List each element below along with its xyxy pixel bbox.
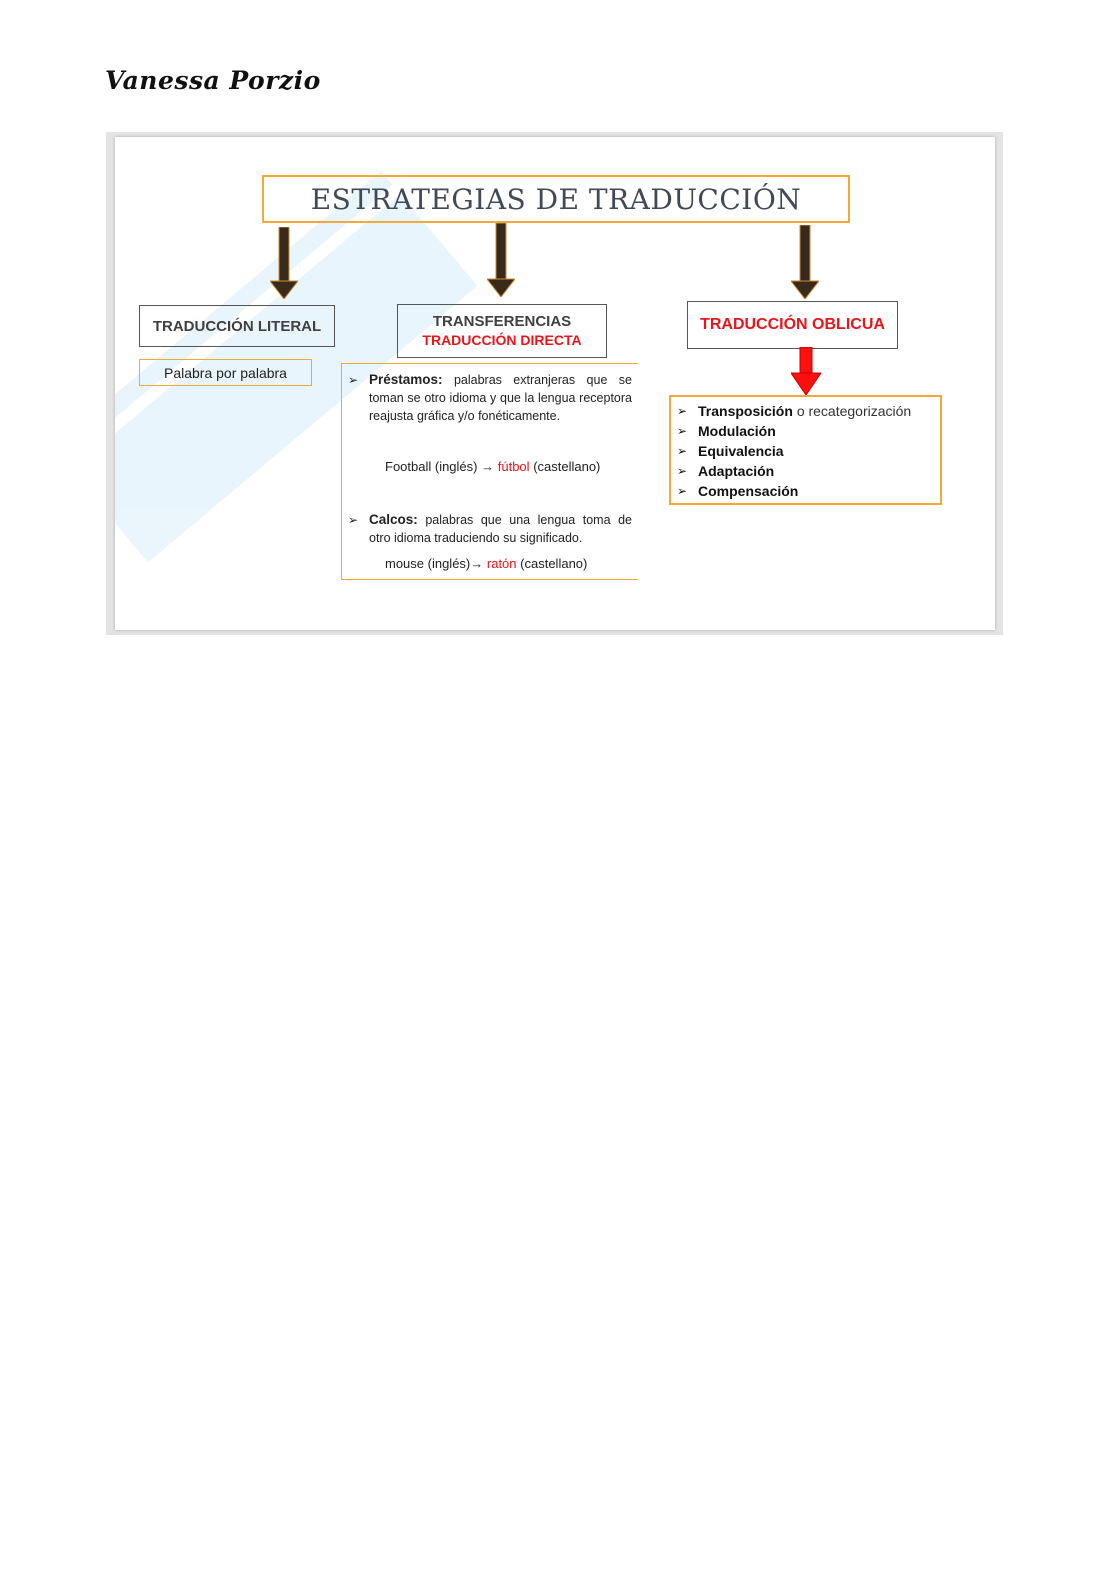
transferencias-panel [341, 363, 638, 580]
transferencias-heading: TRANSFERENCIAS [432, 313, 572, 330]
prestamos-example-lang: (castellano) [533, 459, 601, 474]
bullet-arrow-icon: ➢ [677, 464, 688, 478]
red-arrow-down-icon [791, 347, 821, 395]
calcos-example-source: mouse (inglés) [385, 556, 471, 571]
prestamos-example-target: fútbol [497, 459, 530, 474]
author-name: Vanessa Porzio [105, 66, 321, 95]
oblicua-item-name: Compensación [698, 483, 799, 499]
oblicua-item [677, 481, 940, 501]
right-arrow-icon: → [481, 459, 495, 474]
prestamos-term: Préstamos: [369, 372, 443, 387]
prestamos-example-source: Football (inglés) [385, 459, 478, 474]
calcos-example-target: ratón [486, 556, 517, 571]
arrow-down-icon [487, 223, 515, 297]
oblicua-item [677, 441, 940, 461]
transferencias-subheading: TRADUCCIÓN DIRECTA [422, 332, 582, 348]
calcos-example [385, 556, 587, 571]
literal-heading: TRADUCCIÓN LITERAL [139, 305, 335, 347]
bullet-arrow-icon: ➢ [348, 373, 359, 387]
oblicua-item-name: Modulación [698, 423, 776, 439]
prestamos-example [385, 459, 600, 474]
calcos-example-lang: (castellano) [520, 556, 588, 571]
oblicua-list [671, 397, 940, 501]
right-arrow-icon: → [470, 556, 484, 571]
calcos-definition: palabras que una lengua toma de otro idioma traduciendo su significado. [369, 513, 632, 545]
diagram-title: ESTRATEGIAS DE TRADUCCIÓN [262, 175, 850, 223]
literal-sub: Palabra por palabra [139, 359, 312, 386]
bullet-arrow-icon: ➢ [348, 513, 359, 527]
oblicua-item-name: Adaptación [698, 463, 775, 479]
slide-frame [106, 132, 1003, 635]
prestamos-item [348, 371, 632, 425]
oblicua-item-name: Equivalencia [698, 443, 784, 459]
bullet-arrow-icon: ➢ [677, 404, 688, 418]
prestamos-definition: palabras extranjeras que se toman se otro idioma y que la lengua receptora reajusta gráfica y/o fonéticamente. [369, 373, 632, 423]
calcos-term: Calcos: [369, 512, 418, 527]
calcos-item [348, 511, 632, 547]
bullet-arrow-icon: ➢ [677, 444, 688, 458]
bullet-arrow-icon: ➢ [677, 424, 688, 438]
oblicua-item [677, 401, 940, 421]
oblicua-item-extra: o recategorización [796, 403, 912, 419]
diagram-slide [115, 137, 995, 630]
oblicua-item-name: Transposición [698, 403, 793, 419]
oblicua-panel [669, 395, 942, 505]
bullet-arrow-icon: ➢ [677, 484, 688, 498]
arrow-down-icon [791, 225, 819, 299]
oblicua-item [677, 421, 940, 441]
oblicua-item [677, 461, 940, 481]
arrow-down-icon [270, 227, 298, 299]
transferencias-box [397, 304, 607, 358]
oblicua-heading: TRADUCCIÓN OBLICUA [687, 301, 898, 349]
